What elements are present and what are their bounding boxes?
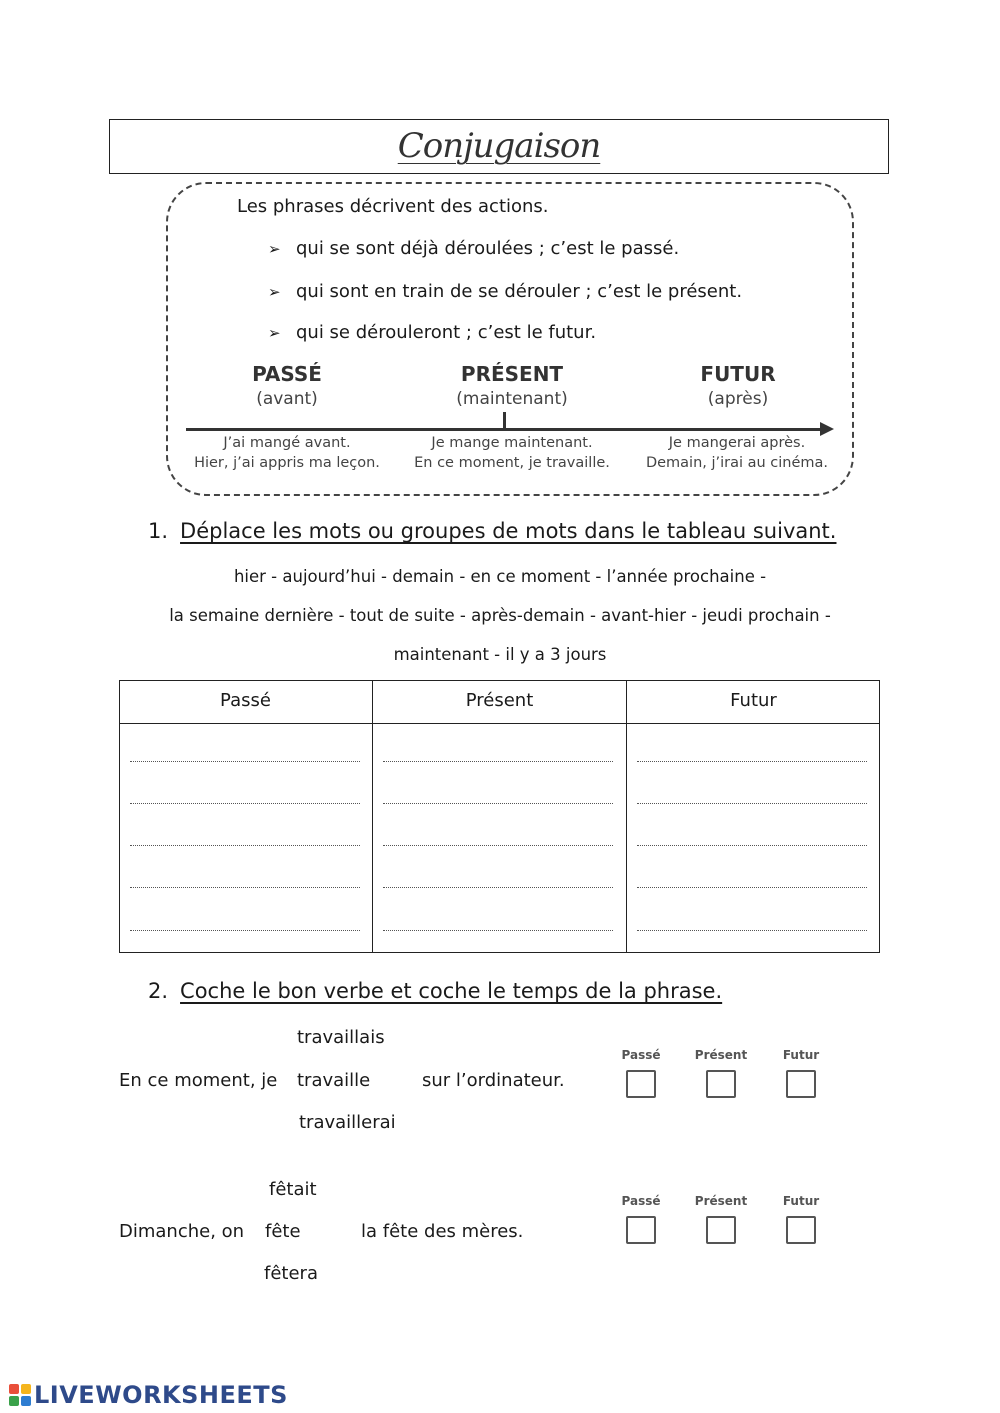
lesson-bullet (268, 281, 742, 302)
example-line: Je mange maintenant. (431, 435, 593, 451)
answer-slot[interactable] (637, 761, 867, 762)
bullet-text: qui se sont déjà déroulées ; c’est le passé. (296, 238, 680, 259)
table-header-divider (119, 723, 880, 724)
word-bank-line[interactable]: maintenant - il y a 3 jours (393, 645, 607, 664)
timeline-axis (186, 428, 826, 431)
exercise-2-title (148, 979, 722, 1003)
example-line: Demain, j’irai au cinéma. (645, 455, 829, 471)
tense-checkbox-futur[interactable] (786, 1216, 816, 1244)
sentence-end: la fête des mères. (361, 1221, 524, 1242)
table-column-divider (372, 680, 373, 953)
tense-checkbox-present[interactable] (706, 1216, 736, 1244)
liveworksheets-logo-icon (9, 1384, 31, 1406)
timeline-present-tick (503, 412, 506, 428)
table-header-futur: Futur (730, 690, 777, 711)
timeline-present-heading: PRÉSENT (460, 362, 564, 386)
timeline-past-sub: (avant) (256, 389, 318, 409)
answer-slot[interactable] (383, 761, 613, 762)
exercise-1-title (148, 519, 836, 543)
timeline-future-sub: (après) (707, 389, 769, 409)
tense-label-futur: Futur (782, 1048, 820, 1062)
example-line: Je mangerai après. (668, 435, 806, 451)
answer-slot[interactable] (130, 761, 360, 762)
tense-checkbox-present[interactable] (706, 1070, 736, 1098)
tense-checkbox-passe[interactable] (626, 1216, 656, 1244)
title-box (109, 119, 889, 174)
arrow-bullet-icon: ➢ (268, 283, 281, 301)
answer-slot[interactable] (637, 887, 867, 888)
table-column-divider (626, 680, 627, 953)
answer-slot[interactable] (383, 845, 613, 846)
answer-slot[interactable] (637, 930, 867, 931)
sentence-start: Dimanche, on (119, 1221, 245, 1242)
answer-slot[interactable] (130, 845, 360, 846)
timeline-future-examples (617, 433, 857, 473)
timeline-past-examples (167, 433, 407, 473)
timeline-present-sub: (maintenant) (456, 389, 568, 409)
answer-slot[interactable] (130, 930, 360, 931)
lesson-intro: Les phrases décrivent des actions. (237, 196, 549, 217)
exercise-number: 2. (148, 979, 169, 1003)
tense-label-present: Présent (694, 1048, 748, 1062)
verb-choice[interactable]: fête (265, 1221, 301, 1242)
answer-slot[interactable] (383, 930, 613, 931)
tense-label-passe: Passé (621, 1048, 661, 1062)
verb-choice[interactable]: travaillais (297, 1027, 385, 1048)
verb-choice[interactable]: travaillerai (299, 1112, 396, 1133)
exercise-instruction: Déplace les mots ou groupes de mots dans le tableau suivant. (180, 519, 837, 543)
table-header-passe: Passé (220, 690, 271, 711)
word-bank-line[interactable]: la semaine dernière - tout de suite - après-demain - avant-hier - jeudi prochain - (169, 606, 831, 625)
exercise-number: 1. (148, 519, 169, 543)
answer-slot[interactable] (130, 887, 360, 888)
answer-slot[interactable] (383, 887, 613, 888)
page-title: Conjugaison (397, 126, 601, 166)
footer-brand[interactable]: LIVEWORKSHEETS (34, 1381, 288, 1409)
tense-label-passe: Passé (621, 1194, 661, 1208)
answer-slot[interactable] (130, 803, 360, 804)
verb-choice[interactable]: fêtera (264, 1263, 318, 1284)
timeline-present-examples (392, 433, 632, 473)
sentence-start: En ce moment, je (119, 1070, 278, 1091)
sentence-end: sur l’ordinateur. (422, 1070, 565, 1091)
verb-choice[interactable]: travaille (297, 1070, 371, 1091)
bullet-text: qui sont en train de se dérouler ; c’est le présent. (296, 281, 743, 302)
verb-choice[interactable]: fêtait (269, 1179, 317, 1200)
tense-checkbox-passe[interactable] (626, 1070, 656, 1098)
tense-label-futur: Futur (782, 1194, 820, 1208)
bullet-text: qui se dérouleront ; c’est le futur. (296, 322, 597, 343)
table-header-present: Présent (465, 690, 534, 711)
sorting-table (119, 680, 880, 953)
answer-slot[interactable] (637, 803, 867, 804)
example-line: En ce moment, je travaille. (414, 455, 610, 471)
timeline-future-heading: FUTUR (700, 362, 776, 386)
answer-slot[interactable] (637, 845, 867, 846)
example-line: Hier, j’ai appris ma leçon. (194, 455, 380, 471)
tense-label-present: Présent (694, 1194, 748, 1208)
arrow-bullet-icon: ➢ (268, 324, 281, 342)
arrow-bullet-icon: ➢ (268, 240, 281, 258)
tense-checkbox-futur[interactable] (786, 1070, 816, 1098)
lesson-bullet (268, 322, 596, 343)
lesson-bullet (268, 238, 679, 259)
timeline-past-heading: PASSÉ (252, 362, 322, 386)
answer-slot[interactable] (383, 803, 613, 804)
example-line: J’ai mangé avant. (223, 435, 351, 451)
word-bank-line[interactable]: hier - aujourd’hui - demain - en ce moment - l’année prochaine - (233, 567, 767, 586)
exercise-instruction: Coche le bon verbe et coche le temps de la phrase. (180, 979, 723, 1003)
